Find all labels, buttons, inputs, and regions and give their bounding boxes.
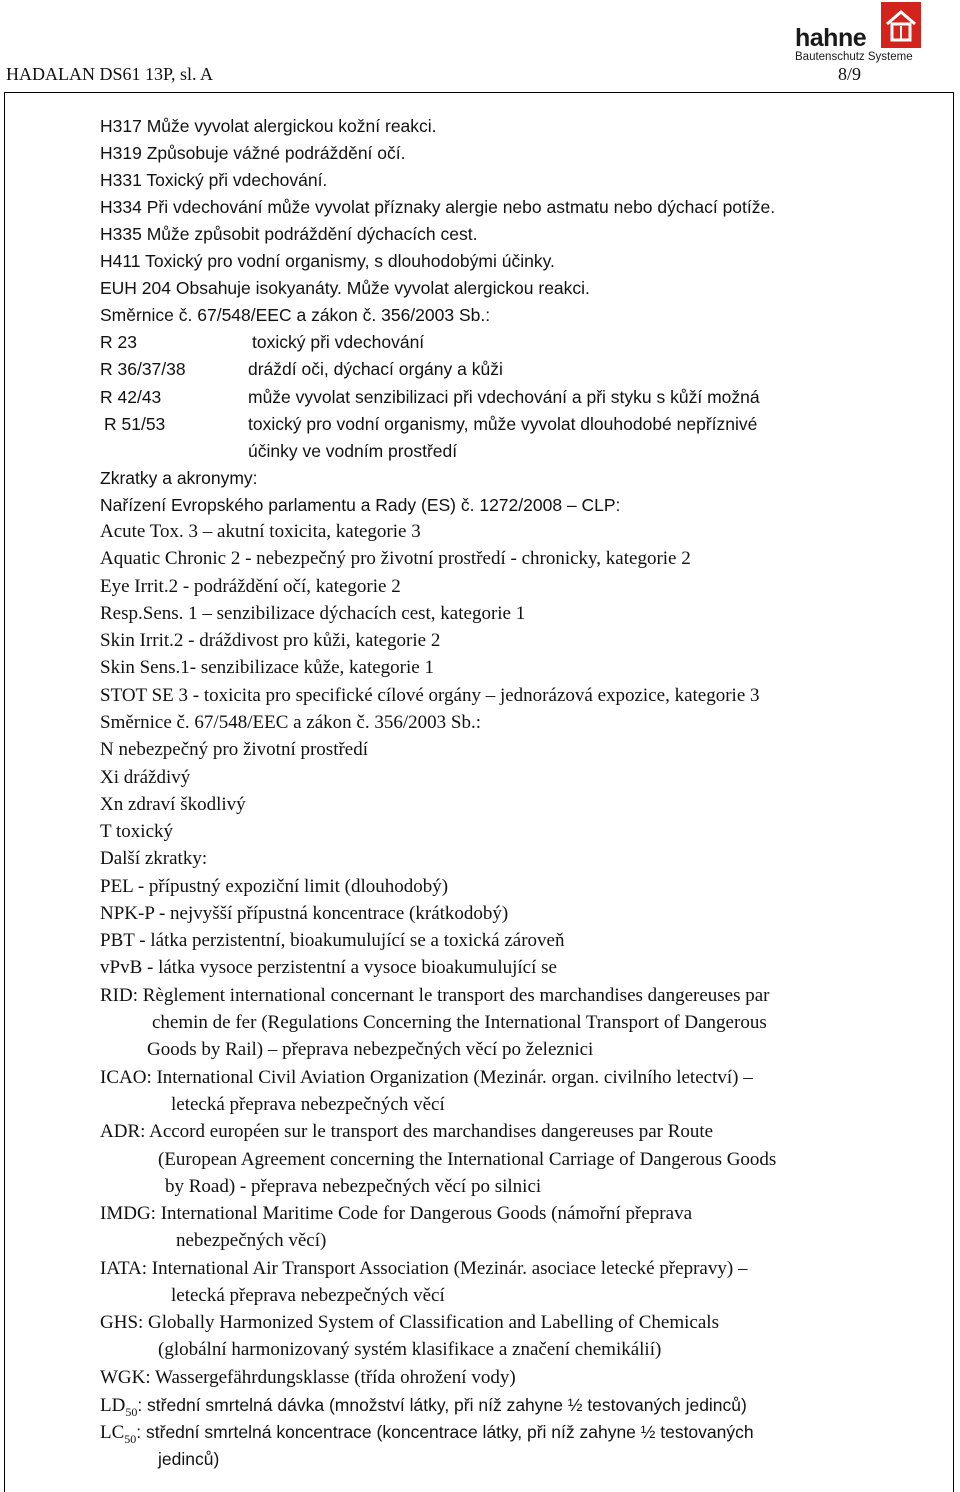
- text-line: Nařízení Evropského parlamentu a Rady (ES) č. 1272/2008 – CLP:: [100, 495, 621, 515]
- text-line: WGK: Wassergefährdungsklasse (třída ohrožení vody): [100, 1367, 516, 1388]
- text-line: chemin de fer (Regulations Concerning the International Transport of Dangerous: [152, 1012, 767, 1033]
- text-line: nebezpečných věcí): [176, 1230, 327, 1251]
- r-phrase-text: toxický pro vodní organismy, může vyvolat dlouhodobé nepříznivé: [248, 414, 758, 434]
- text-line: Další zkratky:: [100, 848, 208, 869]
- text-line: Eye Irrit.2 - podráždění očí, kategorie 2: [100, 576, 401, 597]
- text-line: RID: Règlement international concernant le transport des marchandises dangereuses par: [100, 985, 770, 1006]
- ld-text: : střední smrtelná dávka (množství látky, při níž zahyne ½ testovaných jedinců): [137, 1395, 747, 1415]
- r-phrase-text: může vyvolat senzibilizaci při vdechování a při styku s kůží možná: [248, 387, 760, 407]
- text-line: PEL - přípustný expoziční limit (dlouhodobý): [100, 876, 449, 897]
- r-phrase-code: R 42/43: [100, 387, 162, 407]
- r-phrase-code: R 23: [100, 332, 137, 352]
- text-line: vPvB - látka vysoce perzistentní a vysoce bioakumulující se: [100, 957, 557, 978]
- text-line: IATA: International Air Transport Association (Mezinár. asociace letecké přepravy) –: [100, 1258, 748, 1279]
- h-statement: H317 Může vyvolat alergickou kožní reakci.: [100, 116, 437, 136]
- h-statement: H335 Může způsobit podráždění dýchacích cest.: [100, 224, 478, 244]
- lc-subscript: 50: [124, 1431, 137, 1446]
- abbrev-heading: Zkratky a akronymy:: [100, 468, 258, 488]
- text-line: by Road) - přeprava nebezpečných věcí po silnici: [165, 1176, 542, 1197]
- text-line: Acute Tox. 3 – akutní toxicita, kategorie 3: [100, 521, 421, 542]
- text-line: Skin Sens.1- senzibilizace kůže, kategorie 1: [100, 657, 434, 678]
- h-statement: H334 Při vdechování může vyvolat příznaky alergie nebo astmatu nebo dýchací potíže.: [100, 197, 776, 217]
- lc-text: : střední smrtelná koncentrace (koncentrace látky, při níž zahyne ½ testovaných: [136, 1422, 754, 1442]
- house-logo-icon: [881, 2, 921, 48]
- page-number: 8/9: [838, 64, 862, 84]
- text-line: letecká přeprava nebezpečných věcí: [171, 1094, 445, 1115]
- h-statement: H319 Způsobuje vážné podráždění očí.: [100, 143, 406, 163]
- h-statement: H411 Toxický pro vodní organismy, s dlouhodobými účinky.: [100, 251, 555, 271]
- text-line: Goods by Rail) – přeprava nebezpečných věcí po železnici: [147, 1039, 594, 1060]
- r-phrase-text: dráždí oči, dýchací orgány a kůži: [248, 359, 503, 379]
- ld-prefix: LD: [100, 1395, 126, 1416]
- text-line: Aquatic Chronic 2 - nebezpečný pro životní prostředí - chronicky, kategorie 2: [100, 548, 691, 569]
- text-line: T toxický: [100, 821, 174, 842]
- logo-subtitle: Bautenschutz Systeme: [795, 51, 913, 63]
- h-statement: H331 Toxický při vdechování.: [100, 170, 328, 190]
- text-line: letecká přeprava nebezpečných věcí: [171, 1285, 445, 1306]
- r-phrase-code: R 36/37/38: [100, 359, 186, 379]
- text-line: Xn zdraví škodlivý: [100, 794, 246, 815]
- text-line: Skin Irrit.2 - dráždivost pro kůži, kategorie 2: [100, 630, 441, 651]
- lc-prefix: LC: [100, 1422, 125, 1443]
- lc50-line: [100, 1421, 754, 1450]
- lc50-continuation: jedinců): [158, 1449, 220, 1469]
- r-phrase-code: R 51/53: [104, 414, 166, 434]
- text-line: (globální harmonizovaný systém klasifikace a značení chemikálií): [158, 1339, 662, 1360]
- text-line: NPK-P - nejvyšší přípustná koncentrace (krátkodobý): [100, 903, 509, 924]
- text-line: ADR: Accord européen sur le transport des marchandises dangereuses par Route: [100, 1121, 714, 1142]
- r-phrase-text: toxický při vdechování: [252, 332, 425, 352]
- r-phrase-text: účinky ve vodním prostředí: [248, 441, 458, 461]
- text-line: Resp.Sens. 1 – senzibilizace dýchacích cest, kategorie 1: [100, 603, 526, 624]
- h-statement: Směrnice č. 67/548/EEC a zákon č. 356/2003 Sb.:: [100, 305, 491, 325]
- logo-brand: hahne: [795, 24, 867, 52]
- h-statement: EUH 204 Obsahuje isokyanáty. Může vyvolat alergickou reakci.: [100, 278, 590, 298]
- text-line: Xi dráždivý: [100, 767, 191, 788]
- document-title: HADALAN DS61 13P, sl. A: [6, 64, 214, 84]
- text-line: ICAO: International Civil Aviation Organization (Mezinár. organ. civilního letectví) –: [100, 1067, 753, 1088]
- text-line: PBT - látka perzistentní, bioakumulující se a toxická zároveň: [100, 930, 565, 951]
- text-line: STOT SE 3 - toxicita pro specifické cílové orgány – jednorázová expozice, kategorie 3: [100, 685, 760, 706]
- text-line: IMDG: International Maritime Code for Dangerous Goods (námořní přeprava: [100, 1203, 692, 1224]
- ld-subscript: 50: [125, 1404, 138, 1419]
- company-logo: [795, 2, 955, 64]
- text-line: Směrnice č. 67/548/EEC a zákon č. 356/2003 Sb.:: [100, 712, 481, 733]
- text-line: (European Agreement concerning the International Carriage of Dangerous Goods: [158, 1149, 777, 1170]
- ld50-line: [100, 1394, 747, 1423]
- content-frame: [4, 92, 954, 1492]
- text-line: GHS: Globally Harmonized System of Classification and Labelling of Chemicals: [100, 1312, 719, 1333]
- text-line: N nebezpečný pro životní prostředí: [100, 739, 369, 760]
